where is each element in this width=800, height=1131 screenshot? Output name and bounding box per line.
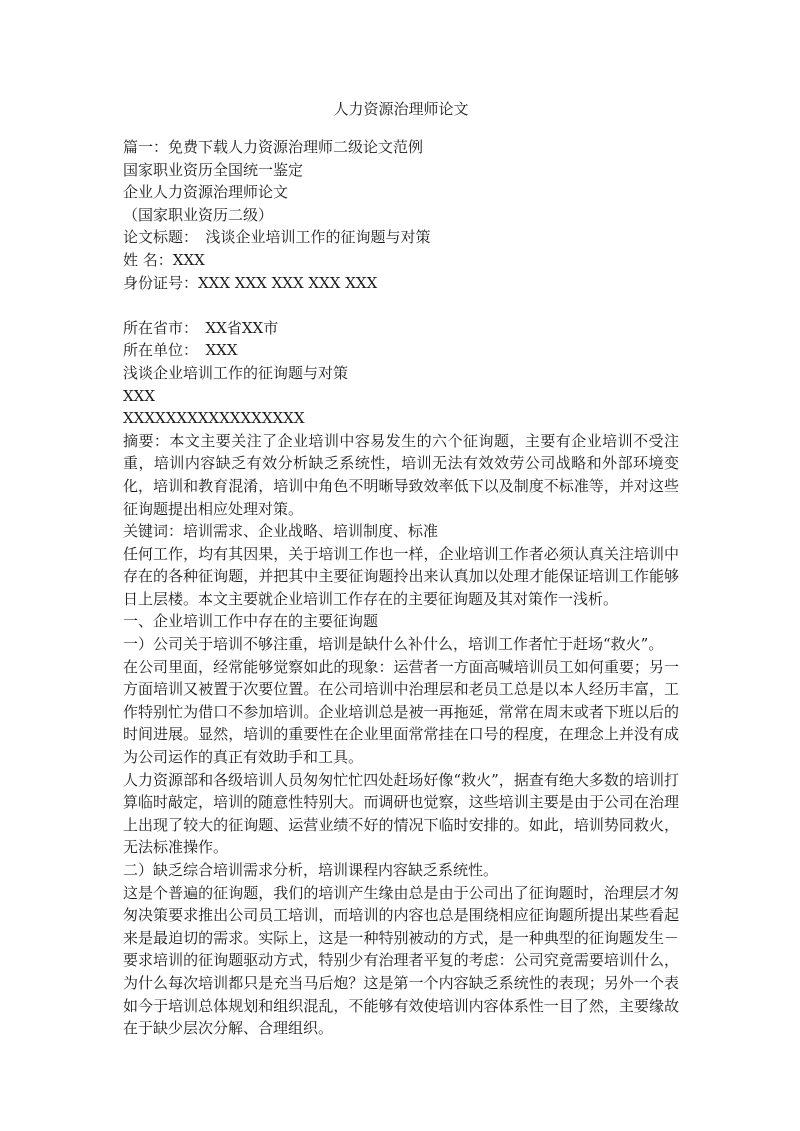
subsection-1-paragraph-2: 人力资源部和各级培训人员匆匆忙忙四处赶场好像“救火”，据查有绝大多数的培训打算临时敲定，培训的随意性特别大。而调研也觉察，这些培训主要是由于公司在治理上出现了较大的征询题、运营业绩不好的情况下临时安排的。如此，培训势同救火，无法标准操作。: [123, 770, 679, 857]
name-line: 姓 名：XXX: [123, 250, 205, 269]
certification-line: 国家职业资历全国统一鉴定: [123, 160, 304, 179]
article-title-line: 浅谈企业培训工作的征询题与对策: [123, 363, 349, 382]
paper-type-line: 企业人力资源治理师论文: [123, 183, 289, 202]
keywords-line: 关键词：培训需求、企业战略、培训制度、标准: [123, 522, 439, 541]
subsection-1-paragraph-1: 在公司里面，经常能够觉察如此的现象：运营者一方面高喊培训员工如何重要；另一方面培训又被置于次要位置。在公司培训中治理层和老员工总是以本人经历丰富，工作特别忙为借口不参加培训。企业培训总是被一再拖延，常常在周末或者下班以后的时间进展。显然，培训的重要性在企业里面常常挂在口号的程度，在理念上并没有成为公司运作的真正有效助手和工具。: [123, 657, 679, 767]
level-line: （国家职业资历二级）: [123, 205, 274, 224]
subsection-2-heading: 二）缺乏综合培训需求分析，培训课程内容缺乏系统性。: [123, 861, 499, 879]
blank-line: [123, 294, 679, 317]
abstract-paragraph: 摘要：本文主要关注了企业培训中容易发生的六个征询题，主要有企业培训不受注重，培训内容缺乏有效分析缺乏系统性，培训无法有效效劳公司战略和外部环境变化，培训和教育混淆，培训中角色不明晰导致效率低下以及制度不标准等，并对这些征询题提出相应处理对策。: [123, 431, 679, 518]
document-page: [123, 98, 679, 1040]
id-number-line: 身份证号：XXX XXX XXX XXX XXX: [123, 273, 378, 292]
author-line: XXX: [123, 386, 156, 405]
affiliation-line: XXXXXXXXXXXXXXXXX: [123, 409, 305, 428]
series-heading: 篇一：免费下载人力资源治理师二级论文范例: [123, 138, 424, 156]
subsection-1-heading: 一）公司关于培训不够注重，培训是缺什么补什么，培训工作者忙于赶场“救火”。: [123, 635, 664, 654]
section-1-heading: 一、企业培训工作中存在的主要征询题: [123, 612, 379, 631]
paper-title-line: 论文标题： 浅谈企业培训工作的征询题与对策: [123, 228, 431, 247]
document-title: 人力资源治理师论文: [333, 100, 469, 118]
organization-line: 所在单位： XXX: [123, 341, 238, 360]
intro-paragraph: 任何工作，均有其因果，关于培训工作也一样，企业培训工作者必须认真关注培训中存在的各种征询题，并把其中主要征询题拎出来认真加以处理才能保证培训工作能够日上层楼。本文主要就企业培训工作存在的主要征询题及其对策作一浅析。: [123, 544, 679, 608]
subsection-2-paragraph-1: 这是个普遍的征询题，我们的培训产生缘由总是由于公司出了征询题时，治理层才匆匆决策要求推出公司员工培训，而培训的内容也总是围绕相应征询题所提出某些看起来是最迫切的需求。实际上，这是一种特别被动的方式，是一种典型的征询题发生－要求培训的征询题驱动方式，特别少有治理者平复的考虑：公司究竟需要培训什么，为什么每次培训都只是充当马后炮？这是第一个内容缺乏系统性的表现；另外一个表如今于培训总体规划和组织混乱，不能够有效使培训内容体系性一目了然，主要缘故在于缺少层次分解、合理组织。: [123, 883, 679, 1038]
province-city-line: 所在省市： XX省XX市: [123, 318, 279, 337]
